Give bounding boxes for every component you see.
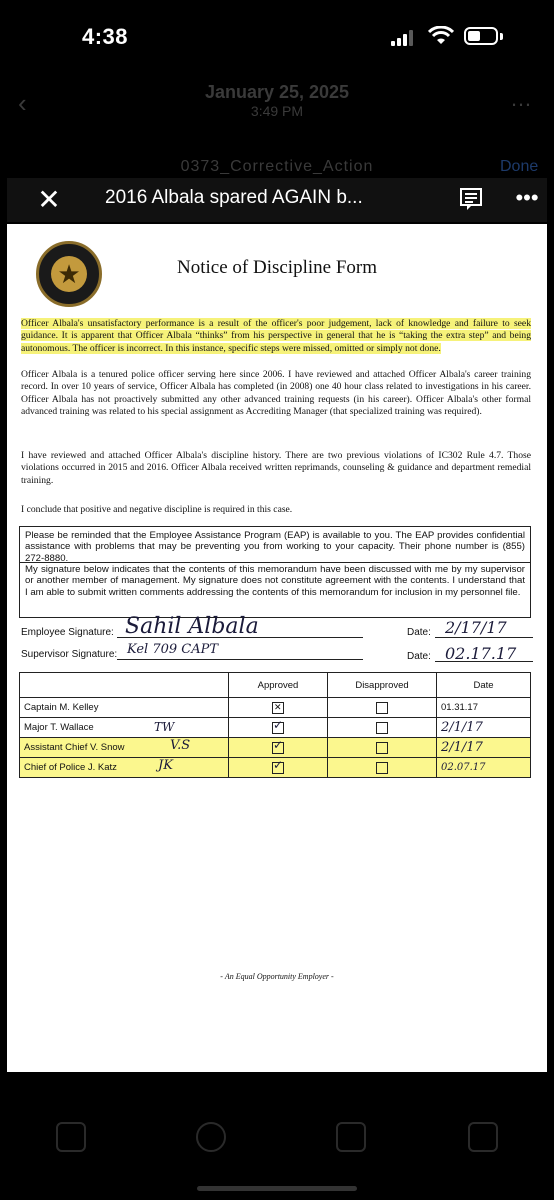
supervisor-signature: Kel 709 CAPT xyxy=(127,642,219,657)
done-button[interactable]: Done xyxy=(500,158,539,175)
supervisor-signature-label: Supervisor Signature: xyxy=(21,649,118,660)
status-time: 4:38 xyxy=(82,24,129,49)
approval-table xyxy=(19,672,531,778)
disapproved-checkbox[interactable] xyxy=(376,742,388,754)
approver-name: Captain M. Kelley xyxy=(20,698,229,718)
police-seal-icon: ★ xyxy=(36,241,102,307)
back-icon[interactable]: ‹ xyxy=(18,88,27,118)
approved-checkbox[interactable] xyxy=(272,742,284,754)
supervisor-date-label: Date: xyxy=(407,651,431,662)
disapproved-checkbox[interactable] xyxy=(376,722,388,734)
notes-icon[interactable] xyxy=(459,187,483,211)
approver-name: Chief of Police J. Katz xyxy=(24,762,117,773)
table-header: Date xyxy=(437,673,531,698)
battery-icon xyxy=(464,27,498,45)
approver-initials: V.S xyxy=(170,738,191,753)
table-header-row xyxy=(20,673,531,698)
battery-cap xyxy=(500,33,503,40)
document-page xyxy=(7,224,547,1072)
approved-checkbox[interactable] xyxy=(272,722,284,734)
table-row xyxy=(20,758,531,778)
employee-date-line xyxy=(435,637,533,638)
message-time: 3:49 PM xyxy=(250,103,304,119)
supervisor-date: 02.17.17 xyxy=(445,644,517,663)
paragraph-performance xyxy=(21,318,531,355)
approval-date: 2/1/17 xyxy=(437,738,531,758)
highlighted-text: Officer Albala's unsatisfactory performance is a result of the officer's poor judgement, lack of knowledge and failure to seek guidance. It is apparent that Officer Albala “thinks” from his perspective in general that he is “taking the extra step” and being autonomous. The officer is incorrect. In this instance, specific steps were missed, omitted or simply not done. xyxy=(21,318,531,354)
footer-text: - An Equal Opportunity Employer - xyxy=(220,972,334,981)
paragraph-training: Officer Albala is a tenured police officer serving here since 2006. I have reviewed and attached Officer Albala's career training record. In over 10 years of service, Officer Albala has completed (in 2008) one 40 hour class related to investigations in his career. Officer Albala has not proactively submitted any other advanced training requests (in his career). Officer Albala's other formal advanced training was related to his special assignment as Accrediting Manager (that specialized training was required). xyxy=(21,369,531,418)
ghost-toolbar xyxy=(0,1110,554,1170)
employee-date-label: Date: xyxy=(407,627,431,638)
disapproved-checkbox[interactable] xyxy=(376,702,388,714)
file-name-strip: 0373_Corrective_Action xyxy=(180,158,374,175)
message-date: January 25, 2025 xyxy=(204,82,350,102)
status-bar xyxy=(0,0,554,72)
eap-notice: Please be reminded that the Employee Assistance Program (EAP) is available to you. The EAP provides confidential assistance with problems that may be preventing you from working to your capacity. Their phone number is (855) 272-8880. xyxy=(25,530,525,564)
edit-icon[interactable] xyxy=(336,1122,366,1152)
share-icon[interactable] xyxy=(56,1122,86,1152)
approver-name: Major T. Wallace xyxy=(24,722,94,733)
paragraph-conclusion: I conclude that positive and negative discipline is required in this case. xyxy=(21,504,293,515)
paragraph-history: I have reviewed and attached Officer Albala's discipline history. There are two previous violations of IC302 Rule 4.7. Those violations occurred in 2015 and 2016. Officer Albala received written reprimands, counseling & guidance and department remedial training. xyxy=(21,450,531,486)
close-icon[interactable]: ✕ xyxy=(37,184,61,215)
home-indicator[interactable] xyxy=(197,1186,357,1191)
table-header xyxy=(20,673,229,698)
eap-notice-box xyxy=(19,526,531,618)
table-row xyxy=(20,738,531,758)
trash-icon[interactable] xyxy=(468,1122,498,1152)
approved-checkbox[interactable] xyxy=(272,702,284,714)
approval-date: 01.31.17 xyxy=(437,698,531,718)
approval-date: 02.07.17 xyxy=(437,758,531,778)
signature-acknowledgement: My signature below indicates that the contents of this memorandum have been discussed with me by my supervisor or another member of management. My signature does not constitute agreement with the contents. I understand that I am able to submit written comments addressing the contents of this memorandum for inclusion in my personnel file. xyxy=(25,564,525,598)
employee-signature-label: Employee Signature: xyxy=(21,627,114,638)
approval-date: 2/1/17 xyxy=(437,718,531,738)
employee-signature: Sahil Albala xyxy=(125,614,259,639)
form-title: Notice of Discipline Form xyxy=(177,257,377,278)
approved-checkbox[interactable] xyxy=(272,762,284,774)
divider xyxy=(20,562,530,563)
document-header xyxy=(7,178,547,222)
more-icon[interactable]: … xyxy=(510,86,532,111)
document-title: 2016 Albala spared AGAIN b... xyxy=(105,187,363,208)
wifi-icon xyxy=(428,26,454,46)
favorite-icon[interactable] xyxy=(196,1122,226,1152)
approver-initials: JK xyxy=(158,758,173,773)
cellular-signal-icon xyxy=(391,30,413,46)
more-options-icon[interactable]: ••• xyxy=(515,185,539,210)
approver-initials: TW xyxy=(154,720,175,734)
employee-date: 2/17/17 xyxy=(445,618,507,637)
supervisor-signature-line xyxy=(117,659,363,660)
table-row xyxy=(20,718,531,738)
table-row xyxy=(20,698,531,718)
disapproved-checkbox[interactable] xyxy=(376,762,388,774)
table-header: Approved xyxy=(229,673,328,698)
table-header: Disapproved xyxy=(328,673,437,698)
approver-name: Assistant Chief V. Snow xyxy=(24,742,125,753)
